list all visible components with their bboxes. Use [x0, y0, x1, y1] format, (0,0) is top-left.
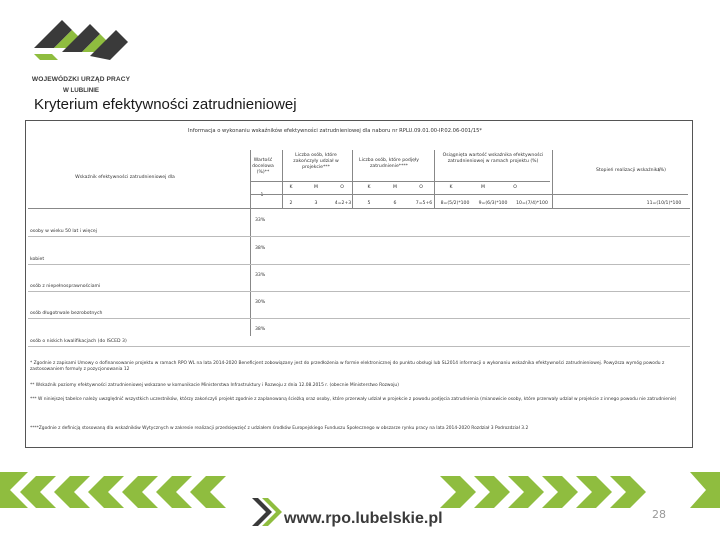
row-divider	[28, 318, 690, 319]
col-number: 8=(5/2)*100	[440, 201, 470, 206]
table-line	[282, 150, 283, 208]
row-target: 38%	[255, 327, 266, 332]
sub-header: O	[419, 185, 423, 190]
table-line	[250, 150, 251, 336]
row-target: 33%	[255, 273, 266, 278]
sub-header: O	[513, 185, 517, 190]
header-liczba-a: Liczba osób, które zakończyły udział w projekcie***	[293, 153, 339, 170]
sub-header: K	[289, 185, 293, 190]
table-caption: Informacja o wykonaniu wskaźników efektywności zatrudnieniowej dla naboru nr RPLU.09.01.00-IP.02.06-001/15*	[188, 128, 482, 134]
footnote-1: * Zgodnie z zapisami Umowy o dofinansowanie projektu w ramach RPO WL na lata 2014-2020 Beneficjent zobowiązany jest do przedłożenia w formie elektronicznej do punktu obsługi lub SL2014 informacji o wykonaniu wskaźnika efektywności zatrudnieniowej. Powyższa wymóg powodu z zastosowaniem formuły z pozycjonowania 12	[30, 361, 665, 372]
row-label: osoby w wieku 50 lat i więcej	[30, 229, 97, 234]
header-liczba-b: Liczba osób, które podjęły zatrudnienie****	[359, 158, 419, 169]
row-divider	[28, 346, 690, 347]
col-number: 6	[393, 201, 397, 206]
table-line	[352, 150, 353, 208]
row-target: 30%	[255, 300, 266, 305]
row-divider	[28, 264, 690, 265]
page-number: 28	[652, 508, 666, 521]
col-number: 9=(6/3)*100	[478, 201, 508, 206]
col-number: 10=(7/4)*100	[516, 201, 548, 206]
logo-text-line1: WOJEWÓDZKI URZĄD PRACY	[31, 76, 131, 83]
table-line	[434, 150, 435, 208]
table-line	[552, 150, 553, 208]
sub-header: K	[367, 185, 371, 190]
header-procent: (%)	[658, 168, 666, 173]
table-line	[250, 194, 688, 195]
row-label: osób z niepełnosprawnościami	[30, 284, 101, 289]
sub-header: K	[449, 185, 453, 190]
row-divider	[28, 291, 690, 292]
sub-header: M	[314, 185, 318, 190]
footnote-3: *** W niniejszej tabelce należy uwzględnić wszystkich uczestników, którzy zakończyli projekt zgodnie z zaplanowaną ścieżką oraz osoby, które przerwały udział w projekcie z powodu podjęcia zatrudnienia (mianowicie osoby, które przerwały udział w projekcie z innego powodu nie zatrudnienie)	[30, 397, 677, 402]
row-target: 38%	[255, 246, 266, 251]
header-wartosc: Wartość docelowa (%)**	[252, 158, 274, 175]
col-number: 2	[289, 201, 293, 206]
footer-url[interactable]: www.rpo.lubelskie.pl	[284, 510, 443, 527]
header-osiagnieta: Osiągnięta wartość wskaźnika efektywności zatrudnieniowej w ramach projektu (%)	[442, 153, 544, 164]
sub-header: M	[393, 185, 397, 190]
row-label: osób o niskich kwalifikacjach (do ISCED 3)	[30, 339, 127, 344]
table-line	[28, 208, 690, 209]
footnote-4: ****Zgodnie z definicją stosowaną dla wskaźników Wytycznych w zakresie realizacji przedsięwzięć z udziałem środków Europejskiego Funduszu Społecznego w obszarze rynku pracy na lata 2014-2020 Rozdział 3 Podrozdział 3.2	[30, 426, 529, 431]
col-number: 1	[260, 193, 264, 198]
col-number: 11=(10/1)*100	[646, 201, 682, 206]
row-target: 33%	[255, 218, 266, 223]
header-stopien: Stopień realizacji wskaźnika	[596, 168, 661, 173]
col-number: 7=5+6	[415, 201, 433, 206]
logo	[20, 10, 142, 96]
row-divider	[28, 236, 690, 237]
sub-header: M	[481, 185, 485, 190]
logo-arrows-icon	[32, 10, 132, 70]
footnote-2: ** Wskaźnik poziomy efektywności zatrudnieniowej wskazane w komunikacie Ministerstwa Infrastruktury i Rozwoju z dnia 12.08.2015 r. (obecnie Ministerstwo Rozwoju)	[30, 383, 399, 388]
footer-decoration	[0, 472, 720, 540]
table-line	[250, 181, 550, 182]
sub-header: O	[340, 185, 344, 190]
col-number: 3	[314, 201, 318, 206]
logo-text-line2: W LUBLINIE	[62, 87, 100, 94]
col-number: 5	[367, 201, 371, 206]
header-grupa: Wskaźnik efektywności zatrudnieniowej dla	[75, 175, 175, 180]
row-label: kobiet	[30, 257, 45, 262]
col-number: 4=2+3	[334, 201, 352, 206]
row-label: osób długotrwale bezrobotnych	[30, 311, 103, 316]
slide-title: Kryterium efektywności zatrudnieniowej	[34, 96, 297, 113]
